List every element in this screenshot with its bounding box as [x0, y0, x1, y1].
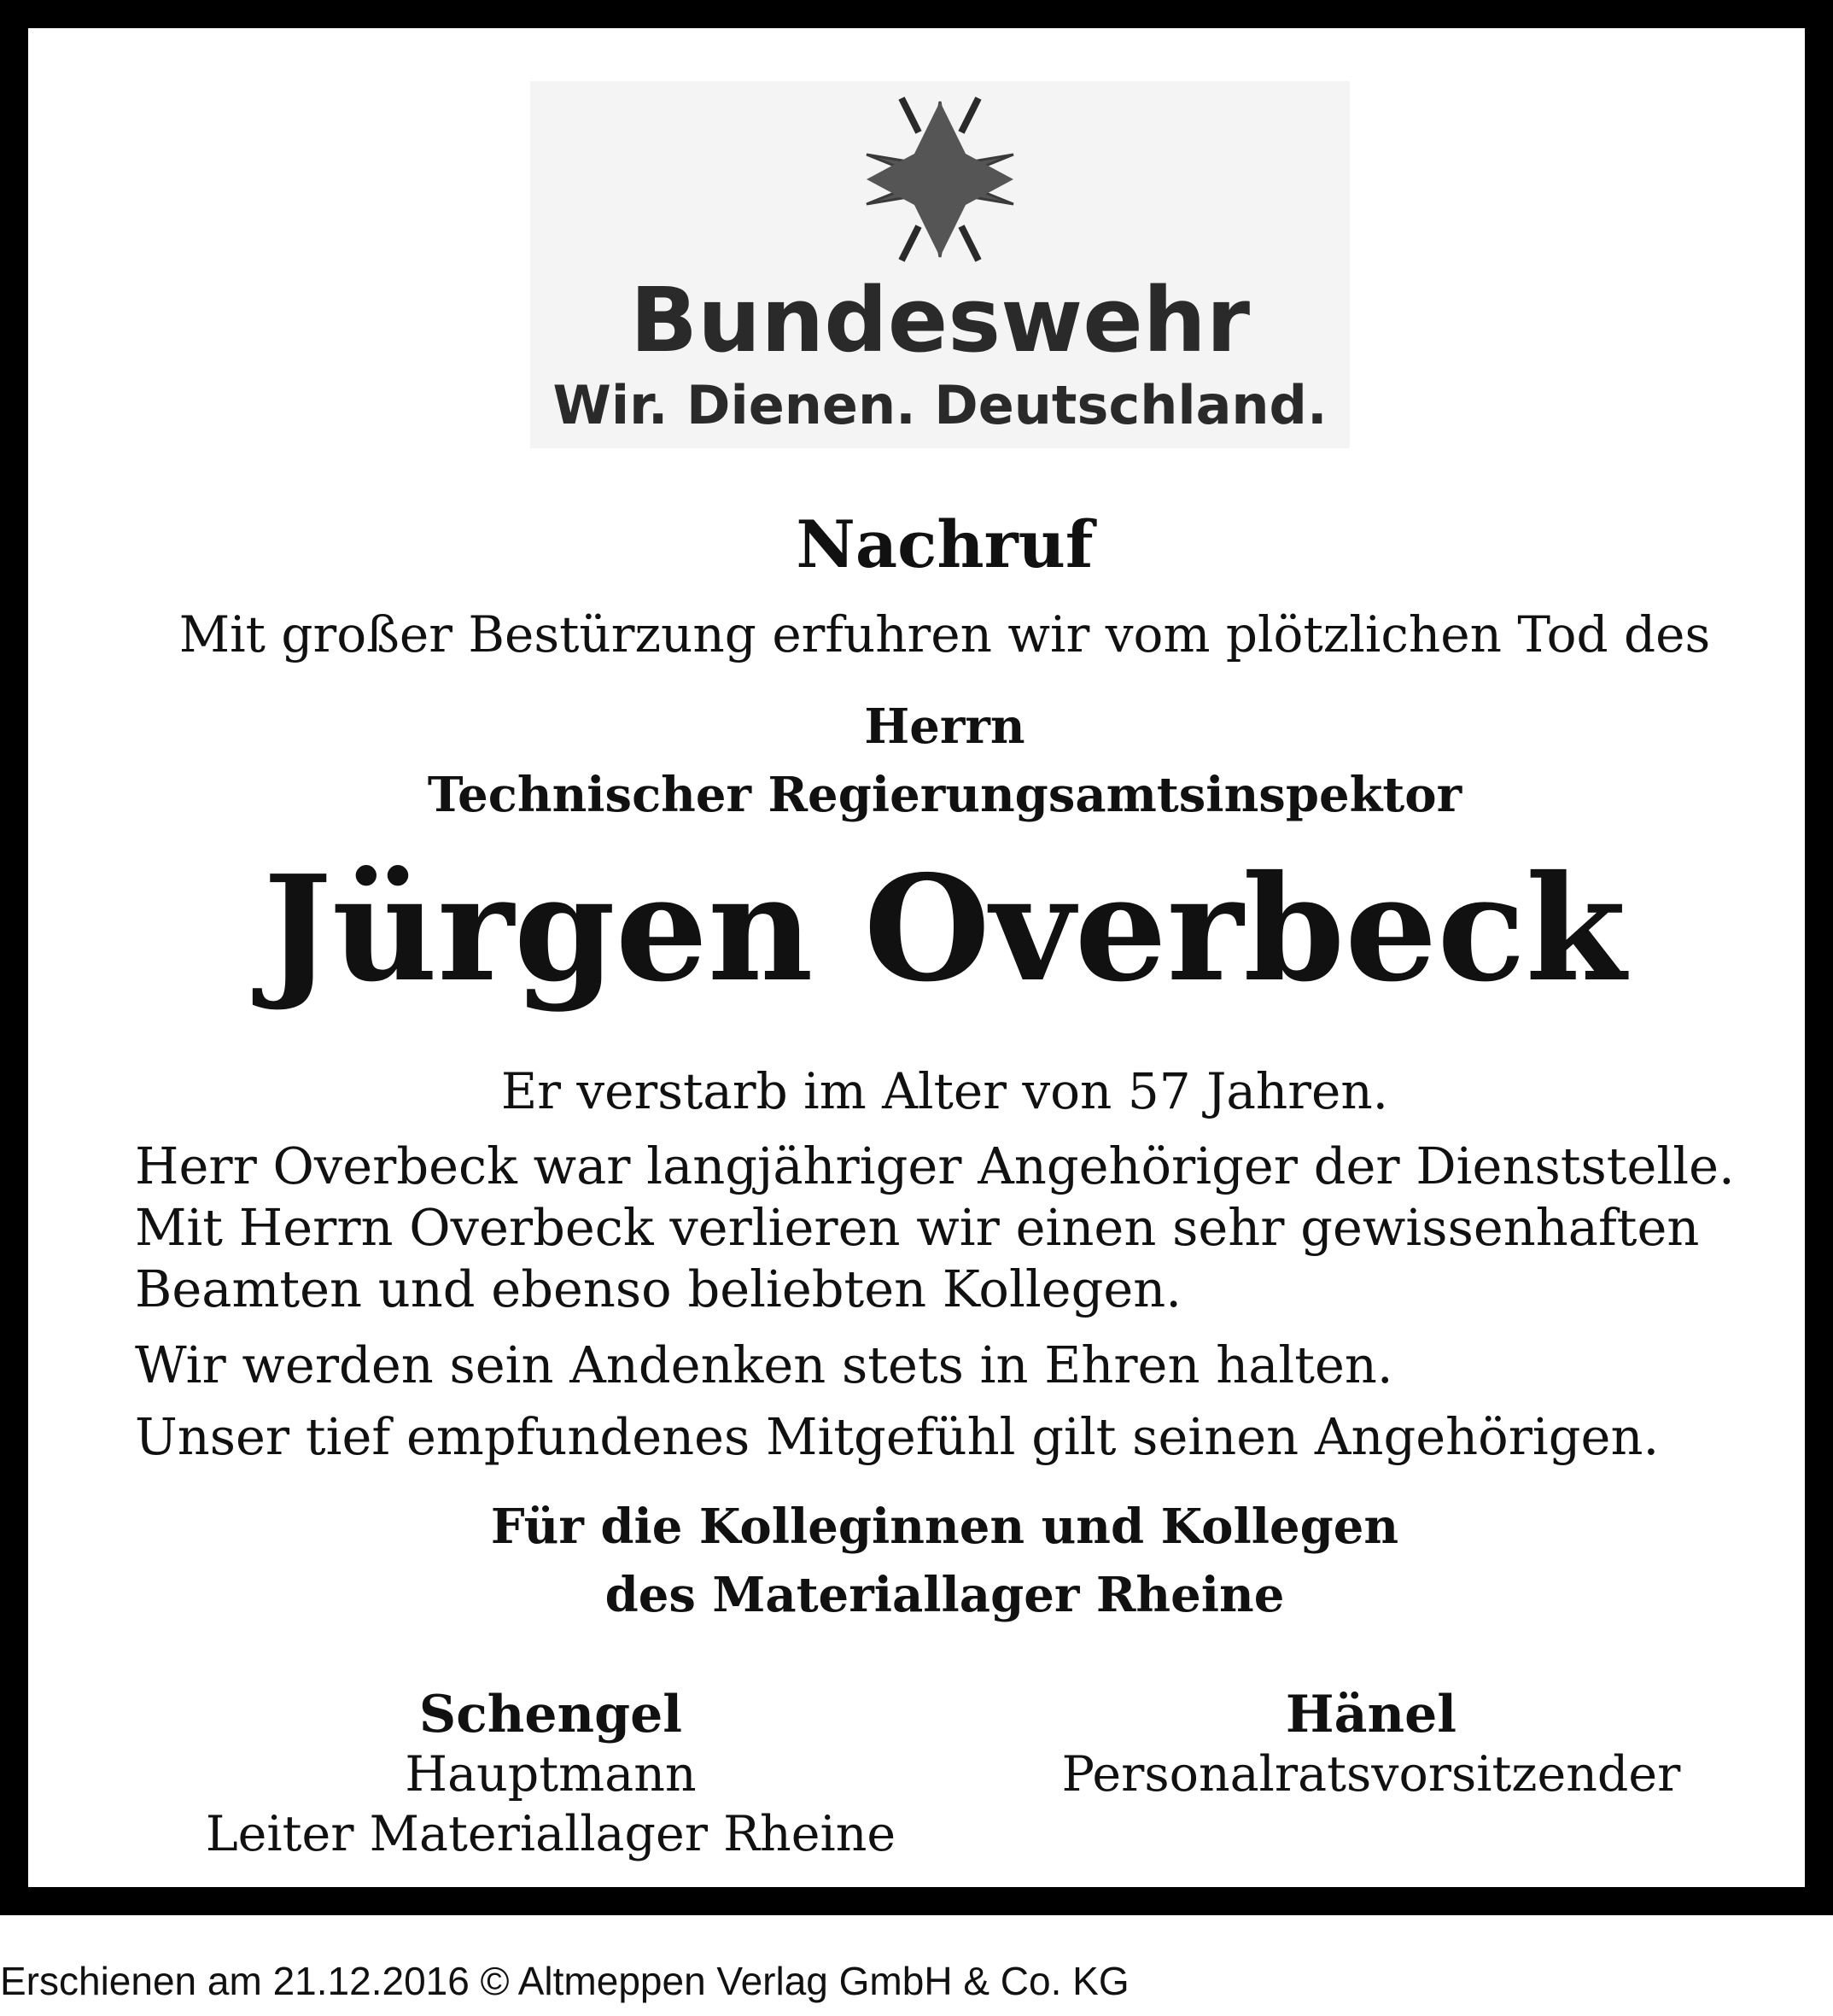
signatory-right — [944, 1685, 1798, 1804]
signatory-name: Schengel — [418, 1685, 683, 1744]
obituary-heading: Nachruf — [796, 506, 1094, 582]
signatory-name: Hänel — [1285, 1685, 1457, 1744]
deceased-name: Jürgen Overbeck — [263, 844, 1626, 1014]
logo-slogan: Wir. Dienen. Deutschland. — [552, 374, 1328, 436]
paragraph-2: Wir werden sein Andenken stets in Ehren halten. — [135, 1335, 1393, 1394]
signatory-title: Personalratsvorsitzender — [1061, 1746, 1681, 1803]
publication-footer: Erschienen am 21.12.2016 © Altmeppen Verlag GmbH & Co. KG — [0, 1959, 1130, 2003]
salutation: Herrn — [864, 698, 1025, 755]
intro-text: Mit großer Bestürzung erfuhren wir vom plötzlichen Tod des — [178, 605, 1711, 663]
paragraph-1-line: Herr Overbeck war langjähriger Angehöriger der Dienststelle. — [135, 1137, 1735, 1195]
paragraph-1-line: Mit Herrn Overbeck verlieren wir einen sehr gewissenhaften — [135, 1198, 1700, 1257]
iron-cross-icon — [855, 90, 1025, 269]
signatory-title: Hauptmann — [405, 1746, 697, 1803]
paragraph-3: Unser tief empfundenes Mitgefühl gilt seinen Angehörigen. — [135, 1407, 1660, 1466]
deceased-rank: Technischer Regierungsamtsinspektor — [427, 767, 1462, 823]
closing-line: des Materiallager Rheine — [604, 1567, 1285, 1623]
paragraph-1-line: Beamten und ebenso beliebten Kollegen. — [135, 1259, 1182, 1318]
logo-title: Bundeswehr — [629, 268, 1251, 372]
closing-line: Für die Kolleginnen und Kollegen — [490, 1499, 1399, 1555]
bundeswehr-logo — [530, 81, 1350, 448]
age-line: Er verstarb im Alter von 57 Jahren. — [500, 1062, 1389, 1120]
signatory-role: Leiter Materiallager Rheine — [205, 1806, 896, 1862]
paragraph-1 — [135, 1136, 1757, 1320]
signatory-left — [124, 1685, 978, 1864]
